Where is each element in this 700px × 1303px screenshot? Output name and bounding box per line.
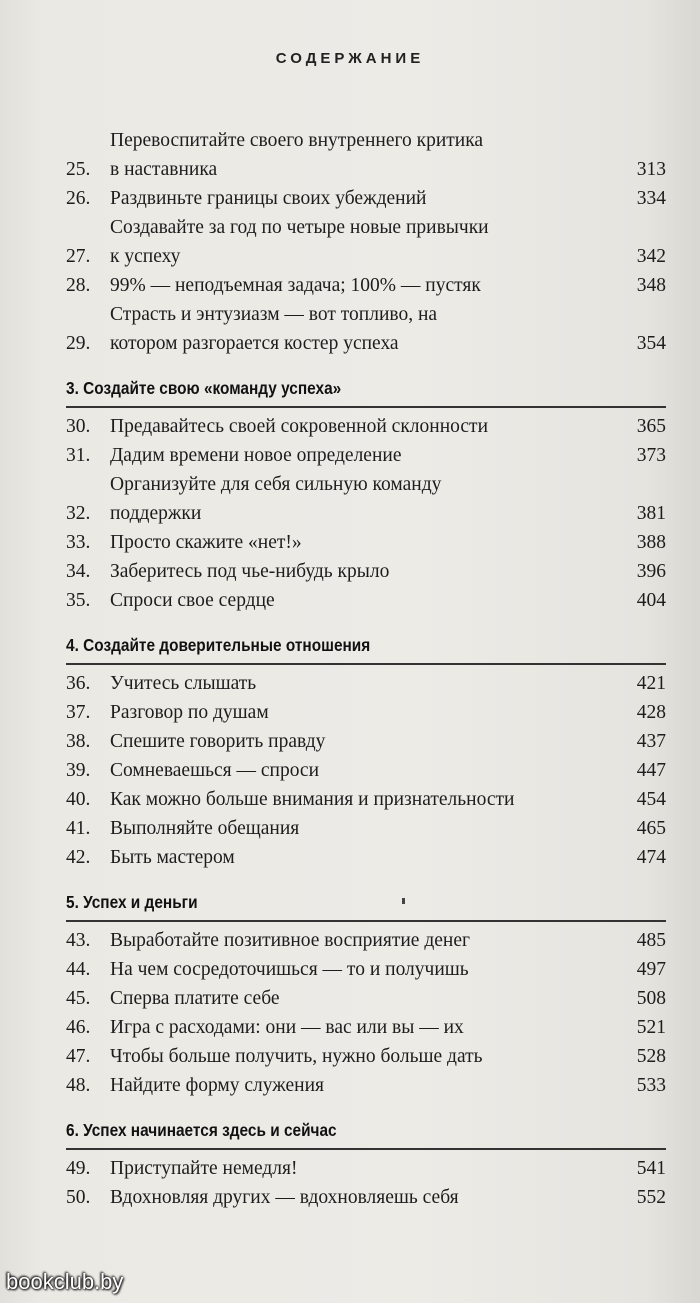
toc-entry [66,586,666,615]
entry-number: 35. [66,590,91,611]
entry-page-number: 404 [636,590,666,611]
entry-number: 28. [66,275,91,296]
entry-title-line: котором разгорается костер успеха [110,333,399,354]
entry-page-number: 388 [636,532,666,553]
entry-title-line: Найдите форму служения [110,1075,324,1096]
entry-page-number: 533 [636,1075,666,1096]
print-speck [402,898,405,904]
entry-number: 25. [66,159,91,180]
entry-title-line: Игра с расходами: они — вас или вы — их [110,1017,464,1038]
entry-page-number: 437 [636,731,666,752]
entry-number: 44. [66,959,91,980]
entry-page-number: 528 [636,1046,666,1067]
toc-entry [66,785,666,814]
toc-entry [66,698,666,727]
entry-number: 33. [66,532,91,553]
entry-title [110,843,620,872]
entry-page-number: 421 [636,673,666,694]
toc-entry [66,126,666,184]
toc-entry [66,271,666,300]
toc-entry [66,843,666,872]
entry-number: 46. [66,1017,91,1038]
entry-title-line: Спешите говорить правду [110,731,326,752]
entry-title-line: Приступайте немедля! [110,1158,298,1179]
entry-page-number: 313 [636,159,666,180]
toc-entry [66,184,666,213]
entry-title [110,1042,620,1071]
section-heading: 5. Успех и деньги [66,892,198,912]
entry-title [110,1154,620,1183]
entry-title [110,955,620,984]
entry-title-line: Разговор по душам [110,702,269,723]
entry-title [110,926,620,955]
section-rule [66,920,666,922]
entry-number: 45. [66,988,91,1009]
toc-entry [66,1071,666,1100]
toc-entry [66,814,666,843]
entry-page-number: 465 [636,818,666,839]
entry-title-line: Дадим времени новое определение [110,445,402,466]
toc-entry [66,756,666,785]
entry-page-number: 354 [636,333,666,354]
entry-page-number: 541 [636,1158,666,1179]
entry-number: 49. [66,1158,91,1179]
entry-title [110,984,620,1013]
entry-page-number: 348 [636,275,666,296]
entry-page-number: 365 [636,416,666,437]
section-rule [66,1148,666,1150]
entry-title-line: Как можно больше внимания и признательности [110,789,515,810]
toc-entry [66,528,666,557]
entry-title-line: Предавайтесь своей сокровенной склонности [110,416,489,437]
entry-page-number: 381 [636,503,666,524]
toc-entry [66,926,666,955]
entry-number: 27. [66,246,91,267]
entry-title-line: Учитесь слышать [110,673,257,694]
entry-title-line: Перевоспитайте своего внутреннего критика [110,130,484,151]
entry-page-number: 454 [636,789,666,810]
entry-title [110,698,620,727]
entry-title [110,1183,620,1212]
toc-entry [66,984,666,1013]
entry-title [110,528,620,557]
toc-entry [66,1154,666,1183]
section-rule [66,406,666,408]
entry-number: 41. [66,818,91,839]
entry-number: 50. [66,1187,91,1208]
toc-entry [66,727,666,756]
toc-entry [66,1013,666,1042]
entry-title-line: Создавайте за год по четыре новые привычки [110,217,489,238]
entry-title [110,1013,620,1042]
entry-number: 40. [66,789,91,810]
entry-page-number: 342 [636,246,666,267]
entry-title-line: Раздвиньте границы своих убеждений [110,188,427,209]
entry-title [110,184,620,213]
entry-title-line: Вдохновляя других — вдохновляешь себя [110,1187,459,1208]
toc-entry [66,412,666,441]
toc-entry [66,557,666,586]
entry-title [110,126,620,184]
toc-entry [66,955,666,984]
entry-number: 36. [66,673,91,694]
entry-title [110,785,620,814]
entry-page-number: 485 [636,930,666,951]
entry-number: 31. [66,445,91,466]
entry-title-line: Сомневаешься — спроси [110,760,320,781]
entry-title-line: Заберитесь под чье-нибудь крыло [110,561,390,582]
entry-number: 39. [66,760,91,781]
entry-title-line: 99% — неподъемная задача; 100% — пустяк [110,275,481,296]
toc-entry [66,300,666,358]
entry-page-number: 521 [636,1017,666,1038]
entry-page-number: 373 [636,445,666,466]
entry-title-line: На чем сосредоточишься — то и получишь [110,959,469,980]
entry-number: 38. [66,731,91,752]
entry-page-number: 508 [636,988,666,1009]
entry-number: 47. [66,1046,91,1067]
entry-number: 37. [66,702,91,723]
entry-title-line: Страсть и энтузиазм — вот топливо, на [110,304,438,325]
section-heading: 4. Создайте доверительные отношения [66,635,371,655]
toc-entry [66,1183,666,1212]
entry-page-number: 396 [636,561,666,582]
section-heading: 6. Успех начинается здесь и сейчас [66,1120,337,1140]
entry-number: 42. [66,847,91,868]
entry-title-line: Сперва платите себе [110,988,280,1009]
entry-title [110,756,620,785]
entry-title [110,300,620,358]
entry-page-number: 552 [636,1187,666,1208]
entry-title [110,271,620,300]
entry-title [110,586,620,615]
entry-title-line: поддержки [110,503,202,524]
watermark: bookclub.by [6,1269,124,1294]
entry-page-number: 334 [636,188,666,209]
entry-page-number: 474 [636,847,666,868]
entry-title [110,557,620,586]
entry-title-line: Чтобы больше получить, нужно больше дать [110,1046,483,1067]
entry-title [110,412,620,441]
entry-number: 30. [66,416,91,437]
entry-title-line: Выполняйте обещания [110,818,300,839]
entry-number: 43. [66,930,91,951]
section-heading: 3. Создайте свою «команду успеха» [66,378,342,398]
toc-entry [66,470,666,528]
toc-entry [66,441,666,470]
entry-title-line: Выработайте позитивное восприятие денег [110,930,470,951]
entry-title-line: Просто скажите «нет!» [110,532,302,553]
entry-title-line: Спроси свое сердце [110,590,275,611]
entry-title [110,213,620,271]
entry-title-line: в наставника [110,159,218,180]
toc-entry [66,1042,666,1071]
page-header: СОДЕРЖАНИЕ [275,50,425,67]
entry-title [110,814,620,843]
entry-title-line: Организуйте для себя сильную команду [110,474,442,495]
entry-title-line: к успеху [110,246,181,267]
entry-number: 34. [66,561,91,582]
entry-title [110,441,620,470]
entry-number: 29. [66,333,91,354]
entry-number: 32. [66,503,91,524]
entry-title [110,727,620,756]
entry-page-number: 447 [636,760,666,781]
entry-page-number: 428 [636,702,666,723]
entry-title [110,669,620,698]
entry-page-number: 497 [636,959,666,980]
entry-number: 48. [66,1075,91,1096]
entry-title [110,470,620,528]
toc-entry [66,213,666,271]
entry-number: 26. [66,188,91,209]
entry-title-line: Быть мастером [110,847,235,868]
entry-title [110,1071,620,1100]
table-of-contents [66,126,666,1212]
section-rule [66,663,666,665]
toc-entry [66,669,666,698]
